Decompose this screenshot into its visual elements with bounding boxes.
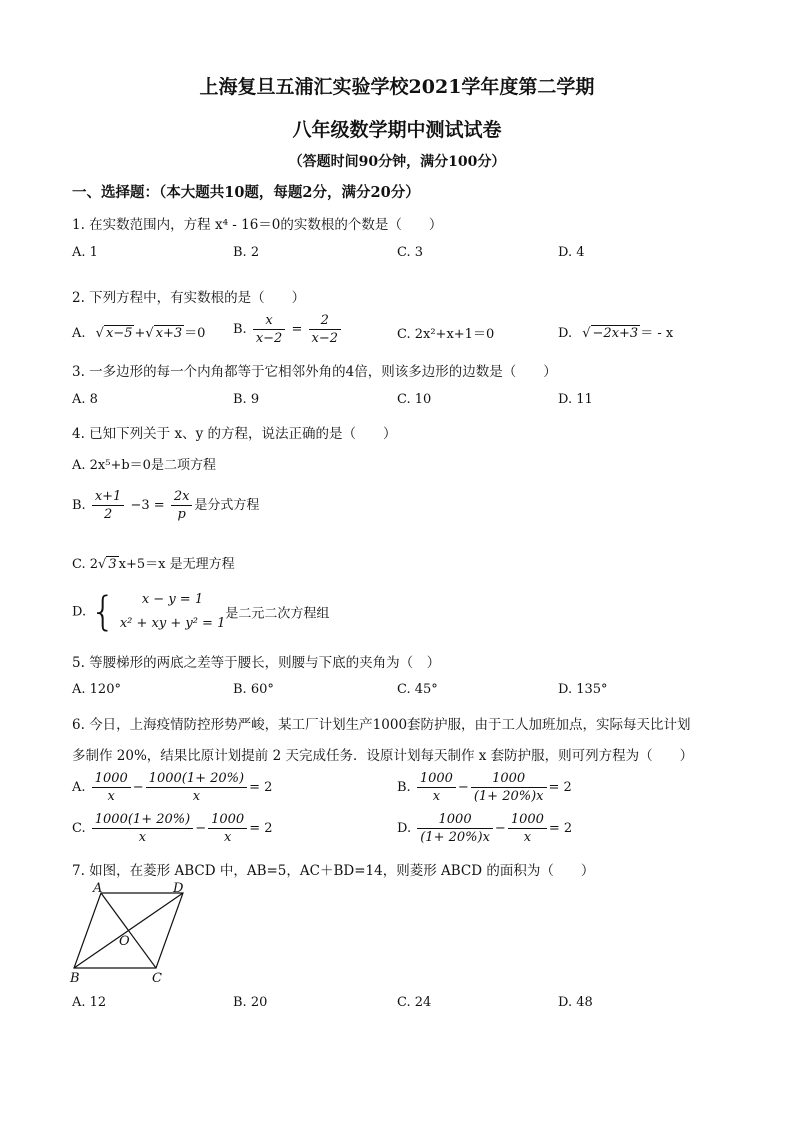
q4-b-mid: −3 = — [130, 498, 165, 513]
q6-c-den-2: x — [223, 830, 232, 845]
q3-stem: 3. 一多边形的每一个内角都等于它相邻外角的4倍，则该多边形的边数是（ ） — [72, 364, 557, 380]
q6-d-den-1: (1+ 20%)x — [420, 830, 490, 845]
q2-b-den-2: x−2 — [311, 331, 339, 346]
q6-line-1: 6. 今日，上海疫情防控形势严峻，某工厂计划生产1000套防护服，由于工人加班加点，实际每天比计划 — [72, 717, 691, 733]
q6-c-frac-1 — [92, 811, 193, 846]
q2-d-radicand: −2x+3 — [592, 326, 639, 341]
q6-c-label: C. — [72, 821, 86, 836]
q2-a-label: A. — [72, 326, 86, 341]
q6-b-label: B. — [397, 780, 411, 795]
q2-stem: 2. 下列方程中，有实数根的是（ ） — [72, 290, 306, 306]
q3-option-c: C. 10 — [397, 392, 432, 407]
q7-option-c: C. 24 — [397, 995, 432, 1010]
q6-a-den-1: x — [107, 789, 115, 804]
q4-b-frac-2 — [171, 488, 193, 523]
q2-b-num-2: 2 — [309, 312, 342, 330]
q2-b-frac-1 — [253, 312, 286, 347]
q6-d-frac-2 — [508, 811, 547, 846]
q4-c-tail: x+5＝x 是无理方程 — [118, 557, 235, 572]
q2-option-a: A. √ x−5 +√ x+3 ＝0 — [72, 326, 206, 341]
q2-b-num-1: x — [253, 312, 286, 330]
vertex-c-label: C — [152, 971, 162, 985]
q2-a-eq: ＝0 — [184, 326, 206, 341]
q4-b-den-1: 2 — [103, 507, 113, 522]
q1-option-b: B. 2 — [233, 245, 260, 260]
vertex-b-label: B — [70, 971, 80, 985]
q6-option-a — [72, 770, 272, 805]
q6-c-eq: = 2 — [249, 821, 273, 836]
q6-c-num-1: 1000(1+ 20%) — [92, 811, 193, 829]
q6-b-num-2: 1000 — [471, 770, 547, 788]
q1-stem: 1. 在实数范围内，方程 x⁴ - 16＝0的实数根的个数是（ ） — [72, 217, 443, 233]
q5-option-b: B. 60° — [233, 682, 274, 697]
q4-b-label: B. — [72, 498, 86, 513]
q5-option-c: C. 45° — [397, 682, 438, 697]
q2-b-eq: = — [291, 322, 303, 337]
q6-a-den-2: x — [192, 789, 201, 804]
q7-option-a: A. 12 — [72, 995, 107, 1010]
q6-a-num-2: 1000(1+ 20%) — [146, 770, 247, 788]
q2-option-c: C. 2x²+x+1＝0 — [397, 327, 495, 342]
section-heading: 一、选择题：（本大题共10题，每题2分，满分20分） — [72, 184, 420, 201]
q6-c-den-1: x — [138, 830, 147, 845]
vertex-a-label: A — [93, 881, 103, 896]
school-title: 上海复旦五浦汇实验学校2021学年度第二学期 — [199, 76, 595, 98]
q6-d-minus: − — [494, 821, 506, 836]
q6-b-minus: − — [457, 780, 469, 795]
q4-d-system — [120, 588, 226, 636]
q4-d-eq-2: x² + xy + y² = 1 — [119, 616, 226, 631]
q6-b-frac-1 — [417, 770, 456, 805]
q3-option-b: B. 9 — [233, 392, 260, 407]
q4-stem: 4. 已知下列关于 x、y 的方程，说法正确的是（ ） — [72, 426, 397, 442]
q6-c-minus: − — [195, 821, 207, 836]
q6-c-num-2: 1000 — [208, 811, 247, 829]
q6-a-eq: = 2 — [249, 780, 273, 795]
q4-b-tail: 是分式方程 — [194, 498, 260, 513]
q6-b-den-1: x — [432, 789, 441, 804]
rhombus-figure — [66, 880, 196, 985]
center-o-label: O — [119, 934, 130, 949]
q6-option-c — [72, 811, 272, 846]
q6-b-den-2: (1+ 20%)x — [473, 789, 544, 804]
q5-stem: 5. 等腰梯形的两底之差等于腰长，则腰与下底的夹角为（ ） — [72, 655, 441, 671]
vertex-d-label: D — [173, 881, 184, 896]
q2-b-frac-2 — [309, 312, 342, 347]
q4-option-c: C. 2√ 3 x+5＝x 是无理方程 — [72, 557, 235, 572]
q3-option-a: A. 8 — [72, 392, 98, 407]
q6-a-num-1: 1000 — [92, 770, 131, 788]
q5-option-d: D. 135° — [558, 682, 608, 697]
q4-d-tail: 是二元二次方程组 — [225, 606, 330, 622]
q2-option-d: D. √ −2x+3 ＝ - x — [558, 326, 674, 341]
diagonal-bd — [74, 893, 183, 968]
q4-option-d — [72, 588, 329, 636]
q2-b-label: B. — [233, 322, 247, 337]
q6-option-b — [397, 770, 572, 805]
q6-d-frac-1 — [417, 811, 493, 846]
q4-c-radicand: 3 — [108, 557, 117, 572]
q6-d-label: D. — [397, 821, 412, 836]
q2-d-eq: ＝ - x — [640, 326, 674, 341]
q6-b-frac-2 — [471, 770, 547, 805]
q6-d-num-2: 1000 — [508, 811, 547, 829]
q4-option-b — [72, 488, 259, 523]
q2-a-radicand-2: x+3 — [155, 326, 183, 341]
q4-option-a: A. 2x⁵+b＝0是二项方程 — [72, 458, 216, 473]
q4-d-label: D. — [72, 604, 87, 620]
q6-a-frac-1 — [92, 770, 131, 805]
q2-option-b — [233, 312, 343, 347]
exam-note: （答题时间90分钟，满分100分） — [288, 154, 506, 170]
q2-a-radicand-1: x−5 — [105, 326, 133, 341]
q2-b-den-1: x−2 — [255, 331, 283, 346]
q1-option-d: D. 4 — [558, 245, 585, 260]
q4-b-den-2: p — [177, 507, 186, 522]
q6-option-d — [397, 811, 572, 846]
q6-a-label: A. — [72, 780, 86, 795]
q7-option-d: D. 48 — [558, 995, 593, 1010]
q6-b-eq: = 2 — [548, 780, 572, 795]
q1-option-c: C. 3 — [397, 245, 424, 260]
q6-d-eq: = 2 — [548, 821, 573, 836]
q6-a-minus: − — [132, 780, 144, 795]
exam-title: 八年级数学期中测试试卷 — [292, 119, 502, 141]
q3-option-d: D. 11 — [558, 392, 593, 407]
q7-stem: 7. 如图，在菱形 ABCD 中，AB=5，AC＋BD=14，则菱形 ABCD 的面积为（ ） — [72, 863, 595, 879]
q4-d-brace: { — [90, 589, 116, 635]
q6-a-frac-2 — [146, 770, 247, 805]
q6-d-num-1: 1000 — [417, 811, 493, 829]
q7-option-b: B. 20 — [233, 995, 268, 1010]
q4-b-frac-1 — [92, 488, 125, 523]
q6-d-den-2: x — [523, 830, 532, 845]
q2-d-label: D. — [558, 326, 573, 341]
q5-option-a: A. 120° — [72, 682, 121, 697]
q1-option-a: A. 1 — [72, 245, 98, 260]
q6-line-2: 多制作 20%，结果比原计划提前 2 天完成任务．设原计划每天制作 x 套防护服，则可列方程为（ ） — [72, 748, 694, 764]
q6-c-frac-2 — [208, 811, 247, 846]
q4-b-num-1: x+1 — [92, 488, 125, 506]
q4-d-eq-1: x − y = 1 — [141, 592, 204, 607]
q4-b-num-2: 2x — [171, 488, 193, 506]
q6-b-num-1: 1000 — [417, 770, 456, 788]
q2-a-plus: + — [134, 326, 146, 341]
q4-c-pre: C. 2 — [72, 557, 99, 572]
